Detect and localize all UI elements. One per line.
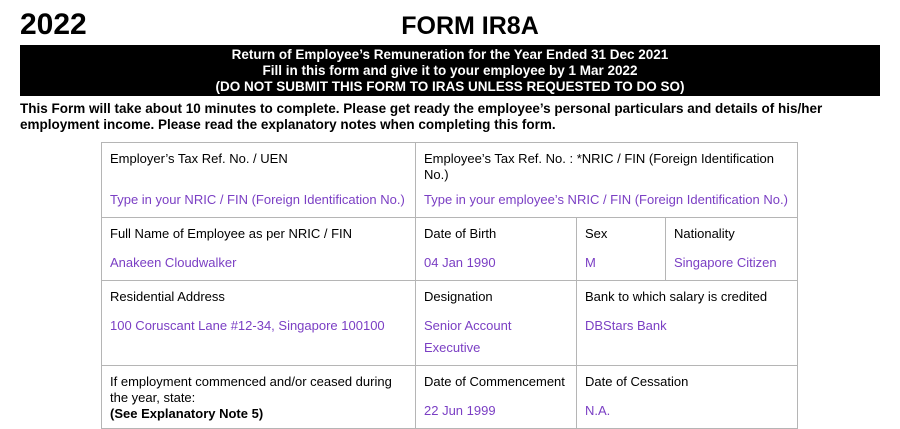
employment-period-note-label: If employment commenced and/or ceased during the year, state: bbox=[110, 374, 392, 405]
full-name-label: Full Name of Employee as per NRIC / FIN bbox=[110, 226, 353, 241]
banner-line-3: (DO NOT SUBMIT THIS FORM TO IRAS UNLESS REQUESTED TO DO SO) bbox=[215, 79, 685, 94]
nationality-input[interactable]: Singapore Citizen bbox=[674, 255, 777, 270]
designation-cell bbox=[416, 281, 577, 366]
date-of-cessation-cell bbox=[577, 366, 798, 429]
form-title: FORM IR8A bbox=[401, 12, 539, 40]
residential-address-label: Residential Address bbox=[110, 289, 225, 304]
full-name-cell bbox=[102, 218, 416, 281]
nationality-label: Nationality bbox=[674, 226, 735, 241]
full-name-input[interactable]: Anakeen Cloudwalker bbox=[110, 255, 237, 270]
date-of-birth-label: Date of Birth bbox=[424, 226, 497, 241]
date-of-cessation-input[interactable]: N.A. bbox=[585, 403, 611, 418]
form-year: 2022 bbox=[20, 8, 87, 41]
designation-input[interactable]: Senior Account Executive bbox=[424, 318, 512, 355]
employee-tax-ref-cell bbox=[416, 143, 798, 218]
employer-tax-ref-input[interactable]: Type in your NRIC / FIN (Foreign Identification No.) bbox=[110, 192, 405, 207]
form-banner bbox=[20, 45, 880, 96]
employer-tax-ref-cell bbox=[102, 143, 416, 218]
date-of-commencement-label: Date of Commencement bbox=[424, 374, 565, 389]
residential-address-cell bbox=[102, 281, 416, 366]
date-of-birth-cell bbox=[416, 218, 577, 281]
date-of-birth-input[interactable]: 04 Jan 1990 bbox=[424, 255, 496, 270]
explanatory-note-reference: (See Explanatory Note 5) bbox=[110, 406, 264, 421]
employee-tax-ref-input[interactable]: Type in your employee’s NRIC / FIN (Foreign Identification No.) bbox=[424, 192, 788, 207]
banner-line-1: Return of Employee’s Remuneration for the Year Ended 31 Dec 2021 bbox=[231, 47, 669, 62]
employee-tax-ref-label: Employee’s Tax Ref. No. : *NRIC / FIN (Foreign Identification No.) bbox=[424, 151, 774, 182]
employment-period-note-cell bbox=[102, 366, 416, 429]
sex-input[interactable]: M bbox=[585, 255, 596, 270]
employee-particulars-table bbox=[101, 142, 798, 429]
residential-address-input[interactable]: 100 Coruscant Lane #12-34, Singapore 100100 bbox=[110, 318, 385, 333]
designation-label: Designation bbox=[424, 289, 493, 304]
date-of-commencement-cell bbox=[416, 366, 577, 429]
sex-cell bbox=[577, 218, 666, 281]
intro-text: This Form will take about 10 minutes to complete. Please get ready the employee’s personal particulars and details of his/her employment income. Please read the explanatory notes when completing this form. bbox=[20, 101, 823, 132]
sex-label: Sex bbox=[585, 226, 608, 241]
nationality-cell bbox=[666, 218, 798, 281]
employer-tax-ref-label: Employer’s Tax Ref. No. / UEN bbox=[110, 151, 288, 166]
bank-cell bbox=[577, 281, 798, 366]
date-of-commencement-input[interactable]: 22 Jun 1999 bbox=[424, 403, 496, 418]
date-of-cessation-label: Date of Cessation bbox=[585, 374, 689, 389]
bank-input[interactable]: DBStars Bank bbox=[585, 318, 667, 333]
banner-line-2: Fill in this form and give it to your employee by 1 Mar 2022 bbox=[262, 63, 638, 78]
bank-label: Bank to which salary is credited bbox=[585, 289, 768, 304]
